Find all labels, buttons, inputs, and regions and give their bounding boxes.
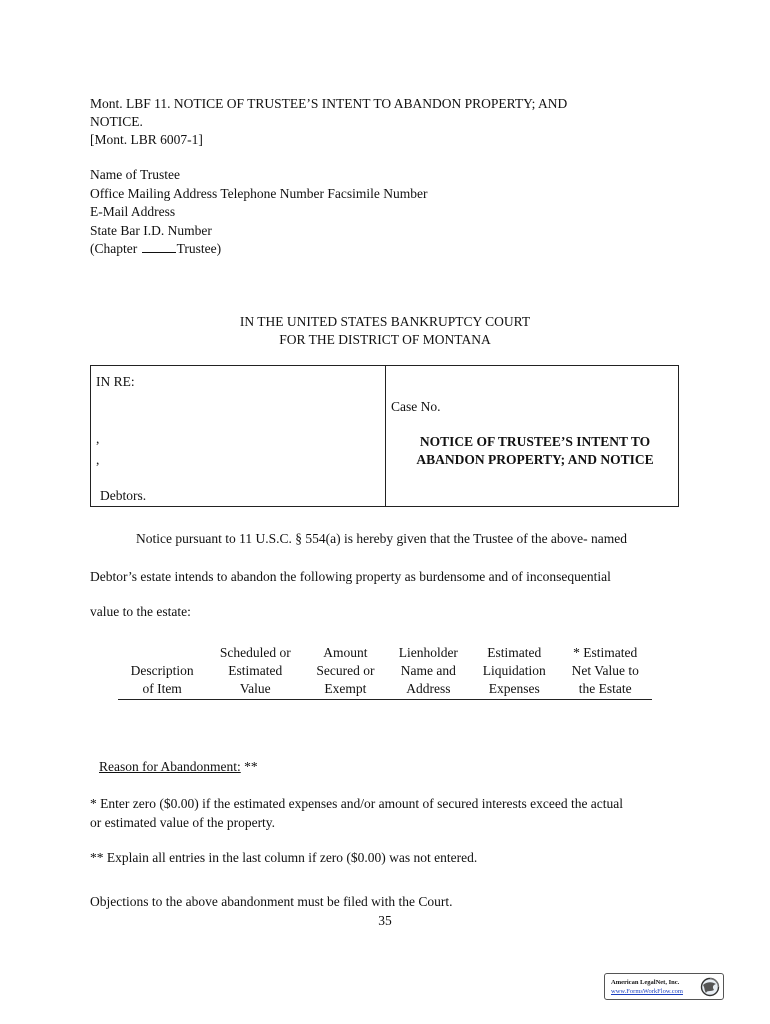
trustee-name: Name of Trustee [90,167,180,182]
debtors-label: Debtors. [100,488,147,503]
debtor-comma-2: , [96,452,100,467]
case-number-label: Case No. [391,399,441,414]
trustee-info-block [90,166,427,259]
chapter-prefix: (Chapter [90,241,141,256]
property-table [118,644,652,700]
caption-title-line-2: ABANDON PROPERTY; AND NOTICE [416,452,654,467]
page-number: 35 [378,913,392,928]
column-net-value: * Estimated Net Value to the Estate [558,644,652,700]
reason-suffix: ** [240,759,258,774]
property-table-header-row [118,644,652,700]
form-title-line-1: Mont. LBF 11. NOTICE OF TRUSTEE’S INTENT TO ABANDON PROPERTY; AND [90,96,568,111]
trustee-chapter [90,240,427,259]
publisher-name: American LegalNet, Inc. [611,979,680,986]
column-liquidation-expenses: Estimated Liquidation Expenses [470,644,558,700]
court-heading [0,313,770,349]
objections-statement: Objections to the above abandonment must be filed with the Court. [90,894,453,909]
notice-line-2: Debtor’s estate intends to abandon the following property as burdensome and of inconsequential [90,569,611,584]
trustee-bar-id: State Bar I.D. Number [90,222,212,238]
debtor-comma-1: , [96,431,100,446]
column-lienholder: Lienholder Name and Address [387,644,471,700]
publisher-url[interactable]: www.FormsWorkFlow.com [611,988,683,995]
globe-icon [700,977,720,997]
publisher-logo [604,973,724,1000]
caption-notice-title [391,433,679,469]
case-caption-box [90,365,679,507]
rule-reference: [Mont. LBR 6007-1] [90,132,203,147]
form-title-line-2: NOTICE. [90,114,143,129]
footnote-1-line-2: or estimated value of the property. [90,815,276,830]
column-description: Description of Item [118,644,206,700]
chapter-blank[interactable] [142,240,176,253]
reason-label: Reason for Abandonment: [99,759,241,774]
caption-divider [385,366,386,506]
trustee-email: E-Mail Address [90,204,176,219]
notice-line-3: value to the estate: [90,604,191,619]
in-re-label: IN RE: [96,374,135,389]
column-scheduled-value: Scheduled or Estimated Value [206,644,304,700]
footnote-2: ** Explain all entries in the last column if zero ($0.00) was not entered. [90,850,478,865]
caption-title-line-1: NOTICE OF TRUSTEE’S INTENT TO [419,434,651,449]
notice-line-1: Notice pursuant to 11 U.S.C. § 554(a) is hereby given that the Trustee of the above- named [136,531,628,546]
court-line-1: IN THE UNITED STATES BANKRUPTCY COURT [239,314,531,329]
form-heading [90,95,690,149]
reason-for-abandonment [99,758,258,776]
column-amount-secured: Amount Secured or Exempt [304,644,386,700]
chapter-suffix: Trustee) [176,241,222,256]
court-line-2: FOR THE DISTRICT OF MONTANA [279,332,491,347]
trustee-address: Office Mailing Address Telephone Number Facsimile Number [90,185,428,201]
footnote-1-line-1: * Enter zero ($0.00) if the estimated expenses and/or amount of secured interests exceed the actual [90,796,624,811]
